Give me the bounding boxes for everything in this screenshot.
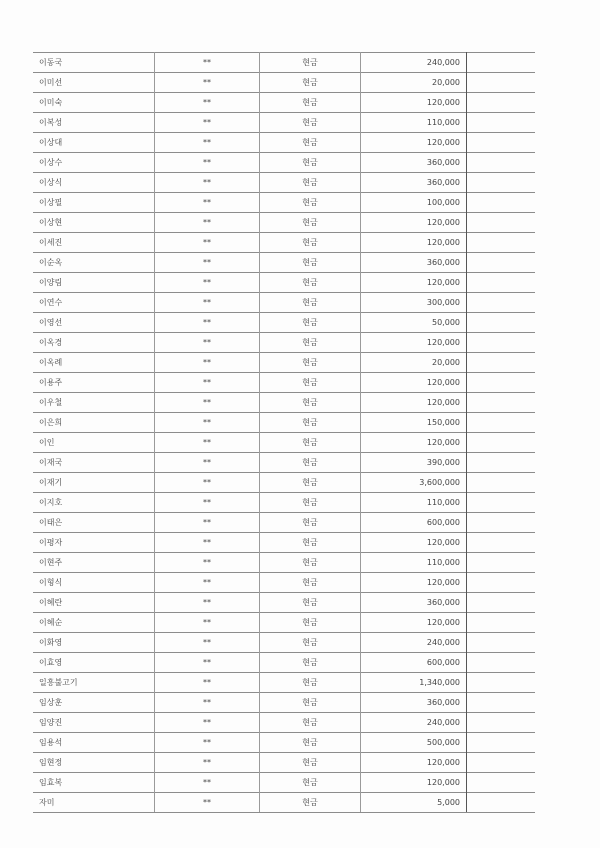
memo-cell	[467, 413, 536, 433]
name-cell: 이지호	[33, 493, 155, 513]
memo-cell	[467, 353, 536, 373]
payment-type-cell: 현금	[260, 313, 361, 333]
amount-cell: 360,000	[361, 153, 467, 173]
masked-mark-cell: **	[155, 713, 260, 733]
amount-cell: 20,000	[361, 353, 467, 373]
table-row	[33, 73, 535, 93]
table-row	[33, 413, 535, 433]
table-row	[33, 353, 535, 373]
table-row	[33, 93, 535, 113]
name-cell: 이효영	[33, 653, 155, 673]
memo-cell	[467, 233, 536, 253]
payment-type-cell: 현금	[260, 273, 361, 293]
ledger-body	[33, 53, 535, 813]
amount-cell: 500,000	[361, 733, 467, 753]
name-cell: 이상현	[33, 213, 155, 233]
table-row	[33, 553, 535, 573]
memo-cell	[467, 613, 536, 633]
name-cell: 이미선	[33, 73, 155, 93]
payment-type-cell: 현금	[260, 733, 361, 753]
name-cell: 이형식	[33, 573, 155, 593]
table-row	[33, 773, 535, 793]
name-cell: 이미숙	[33, 93, 155, 113]
donation-ledger-table	[33, 52, 535, 813]
name-cell: 이재국	[33, 453, 155, 473]
name-cell: 이연수	[33, 293, 155, 313]
memo-cell	[467, 493, 536, 513]
table-row	[33, 573, 535, 593]
name-cell: 이혜란	[33, 593, 155, 613]
masked-mark-cell: **	[155, 653, 260, 673]
name-cell: 이평자	[33, 533, 155, 553]
name-cell: 이상필	[33, 193, 155, 213]
masked-mark-cell: **	[155, 553, 260, 573]
masked-mark-cell: **	[155, 453, 260, 473]
masked-mark-cell: **	[155, 133, 260, 153]
table-row	[33, 113, 535, 133]
memo-cell	[467, 73, 536, 93]
payment-type-cell: 현금	[260, 133, 361, 153]
memo-cell	[467, 713, 536, 733]
payment-type-cell: 현금	[260, 393, 361, 413]
amount-cell: 120,000	[361, 533, 467, 553]
payment-type-cell: 현금	[260, 693, 361, 713]
payment-type-cell: 현금	[260, 73, 361, 93]
name-cell: 임양진	[33, 713, 155, 733]
memo-cell	[467, 693, 536, 713]
memo-cell	[467, 773, 536, 793]
amount-cell: 390,000	[361, 453, 467, 473]
amount-cell: 600,000	[361, 653, 467, 673]
masked-mark-cell: **	[155, 193, 260, 213]
table-row	[33, 213, 535, 233]
masked-mark-cell: **	[155, 633, 260, 653]
amount-cell: 360,000	[361, 593, 467, 613]
memo-cell	[467, 553, 536, 573]
masked-mark-cell: **	[155, 533, 260, 553]
payment-type-cell: 현금	[260, 653, 361, 673]
name-cell: 이상대	[33, 133, 155, 153]
payment-type-cell: 현금	[260, 253, 361, 273]
name-cell: 이동국	[33, 53, 155, 73]
table-row	[33, 273, 535, 293]
payment-type-cell: 현금	[260, 93, 361, 113]
memo-cell	[467, 253, 536, 273]
table-row	[33, 733, 535, 753]
amount-cell: 120,000	[361, 333, 467, 353]
name-cell: 일흥불고기	[33, 673, 155, 693]
amount-cell: 300,000	[361, 293, 467, 313]
masked-mark-cell: **	[155, 493, 260, 513]
memo-cell	[467, 433, 536, 453]
table-row	[33, 673, 535, 693]
payment-type-cell: 현금	[260, 773, 361, 793]
memo-cell	[467, 313, 536, 333]
amount-cell: 360,000	[361, 693, 467, 713]
name-cell: 이우철	[33, 393, 155, 413]
masked-mark-cell: **	[155, 693, 260, 713]
table-row	[33, 633, 535, 653]
masked-mark-cell: **	[155, 393, 260, 413]
name-cell: 이현주	[33, 553, 155, 573]
masked-mark-cell: **	[155, 273, 260, 293]
payment-type-cell: 현금	[260, 53, 361, 73]
payment-type-cell: 현금	[260, 413, 361, 433]
name-cell: 이옥례	[33, 353, 155, 373]
amount-cell: 5,000	[361, 793, 467, 813]
payment-type-cell: 현금	[260, 593, 361, 613]
memo-cell	[467, 393, 536, 413]
table-row	[33, 293, 535, 313]
amount-cell: 150,000	[361, 413, 467, 433]
payment-type-cell: 현금	[260, 353, 361, 373]
masked-mark-cell: **	[155, 233, 260, 253]
amount-cell: 50,000	[361, 313, 467, 333]
payment-type-cell: 현금	[260, 373, 361, 393]
masked-mark-cell: **	[155, 253, 260, 273]
masked-mark-cell: **	[155, 293, 260, 313]
payment-type-cell: 현금	[260, 573, 361, 593]
masked-mark-cell: **	[155, 53, 260, 73]
memo-cell	[467, 453, 536, 473]
amount-cell: 1,340,000	[361, 673, 467, 693]
amount-cell: 120,000	[361, 573, 467, 593]
table-row	[33, 313, 535, 333]
payment-type-cell: 현금	[260, 113, 361, 133]
name-cell: 이옥경	[33, 333, 155, 353]
name-cell: 이인	[33, 433, 155, 453]
table-row	[33, 453, 535, 473]
name-cell: 이순옥	[33, 253, 155, 273]
table-row	[33, 753, 535, 773]
payment-type-cell: 현금	[260, 673, 361, 693]
memo-cell	[467, 513, 536, 533]
table-row	[33, 153, 535, 173]
memo-cell	[467, 133, 536, 153]
payment-type-cell: 현금	[260, 213, 361, 233]
amount-cell: 120,000	[361, 373, 467, 393]
memo-cell	[467, 333, 536, 353]
table-row	[33, 173, 535, 193]
table-row	[33, 253, 535, 273]
memo-cell	[467, 373, 536, 393]
masked-mark-cell: **	[155, 333, 260, 353]
table-row	[33, 373, 535, 393]
masked-mark-cell: **	[155, 173, 260, 193]
name-cell: 임효복	[33, 773, 155, 793]
memo-cell	[467, 153, 536, 173]
amount-cell: 360,000	[361, 173, 467, 193]
payment-type-cell: 현금	[260, 333, 361, 353]
amount-cell: 120,000	[361, 133, 467, 153]
memo-cell	[467, 633, 536, 653]
memo-cell	[467, 533, 536, 553]
name-cell: 임상훈	[33, 693, 155, 713]
table-row	[33, 493, 535, 513]
payment-type-cell: 현금	[260, 153, 361, 173]
memo-cell	[467, 753, 536, 773]
memo-cell	[467, 213, 536, 233]
amount-cell: 120,000	[361, 93, 467, 113]
payment-type-cell: 현금	[260, 473, 361, 493]
payment-type-cell: 현금	[260, 293, 361, 313]
payment-type-cell: 현금	[260, 173, 361, 193]
amount-cell: 240,000	[361, 713, 467, 733]
amount-cell: 600,000	[361, 513, 467, 533]
memo-cell	[467, 593, 536, 613]
payment-type-cell: 현금	[260, 433, 361, 453]
masked-mark-cell: **	[155, 573, 260, 593]
table-row	[33, 473, 535, 493]
masked-mark-cell: **	[155, 113, 260, 133]
payment-type-cell: 현금	[260, 513, 361, 533]
amount-cell: 120,000	[361, 213, 467, 233]
name-cell: 이재기	[33, 473, 155, 493]
masked-mark-cell: **	[155, 753, 260, 773]
masked-mark-cell: **	[155, 93, 260, 113]
name-cell: 임현정	[33, 753, 155, 773]
name-cell: 이복성	[33, 113, 155, 133]
table-row	[33, 793, 535, 813]
masked-mark-cell: **	[155, 353, 260, 373]
name-cell: 이은희	[33, 413, 155, 433]
amount-cell: 110,000	[361, 493, 467, 513]
amount-cell: 100,000	[361, 193, 467, 213]
name-cell: 이세진	[33, 233, 155, 253]
table-row	[33, 513, 535, 533]
name-cell: 이상수	[33, 153, 155, 173]
amount-cell: 240,000	[361, 53, 467, 73]
memo-cell	[467, 573, 536, 593]
masked-mark-cell: **	[155, 793, 260, 813]
masked-mark-cell: **	[155, 433, 260, 453]
name-cell: 임용석	[33, 733, 155, 753]
masked-mark-cell: **	[155, 593, 260, 613]
masked-mark-cell: **	[155, 733, 260, 753]
masked-mark-cell: **	[155, 373, 260, 393]
table-row	[33, 613, 535, 633]
amount-cell: 120,000	[361, 613, 467, 633]
payment-type-cell: 현금	[260, 453, 361, 473]
amount-cell: 120,000	[361, 393, 467, 413]
memo-cell	[467, 293, 536, 313]
table-row	[33, 433, 535, 453]
amount-cell: 360,000	[361, 253, 467, 273]
table-row	[33, 333, 535, 353]
table-row	[33, 193, 535, 213]
table-row	[33, 713, 535, 733]
masked-mark-cell: **	[155, 773, 260, 793]
table-row	[33, 653, 535, 673]
amount-cell: 120,000	[361, 753, 467, 773]
payment-type-cell: 현금	[260, 533, 361, 553]
table-row	[33, 693, 535, 713]
amount-cell: 110,000	[361, 113, 467, 133]
memo-cell	[467, 93, 536, 113]
table-row	[33, 393, 535, 413]
memo-cell	[467, 653, 536, 673]
name-cell: 이화영	[33, 633, 155, 653]
table-row	[33, 53, 535, 73]
name-cell: 이용주	[33, 373, 155, 393]
memo-cell	[467, 793, 536, 813]
payment-type-cell: 현금	[260, 613, 361, 633]
memo-cell	[467, 733, 536, 753]
table-row	[33, 593, 535, 613]
table-row	[33, 533, 535, 553]
payment-type-cell: 현금	[260, 233, 361, 253]
masked-mark-cell: **	[155, 153, 260, 173]
payment-type-cell: 현금	[260, 553, 361, 573]
payment-type-cell: 현금	[260, 793, 361, 813]
masked-mark-cell: **	[155, 313, 260, 333]
amount-cell: 20,000	[361, 73, 467, 93]
amount-cell: 120,000	[361, 433, 467, 453]
name-cell: 이태은	[33, 513, 155, 533]
payment-type-cell: 현금	[260, 193, 361, 213]
masked-mark-cell: **	[155, 213, 260, 233]
memo-cell	[467, 273, 536, 293]
masked-mark-cell: **	[155, 73, 260, 93]
memo-cell	[467, 173, 536, 193]
amount-cell: 110,000	[361, 553, 467, 573]
name-cell: 이상식	[33, 173, 155, 193]
masked-mark-cell: **	[155, 513, 260, 533]
payment-type-cell: 현금	[260, 753, 361, 773]
masked-mark-cell: **	[155, 613, 260, 633]
memo-cell	[467, 193, 536, 213]
masked-mark-cell: **	[155, 673, 260, 693]
memo-cell	[467, 673, 536, 693]
table-row	[33, 233, 535, 253]
amount-cell: 240,000	[361, 633, 467, 653]
memo-cell	[467, 53, 536, 73]
table-row	[33, 133, 535, 153]
memo-cell	[467, 473, 536, 493]
name-cell: 이영선	[33, 313, 155, 333]
payment-type-cell: 현금	[260, 713, 361, 733]
masked-mark-cell: **	[155, 473, 260, 493]
amount-cell: 3,600,000	[361, 473, 467, 493]
amount-cell: 120,000	[361, 773, 467, 793]
amount-cell: 120,000	[361, 233, 467, 253]
name-cell: 이양림	[33, 273, 155, 293]
payment-type-cell: 현금	[260, 493, 361, 513]
name-cell: 이혜순	[33, 613, 155, 633]
memo-cell	[467, 113, 536, 133]
amount-cell: 120,000	[361, 273, 467, 293]
payment-type-cell: 현금	[260, 633, 361, 653]
name-cell: 자미	[33, 793, 155, 813]
masked-mark-cell: **	[155, 413, 260, 433]
